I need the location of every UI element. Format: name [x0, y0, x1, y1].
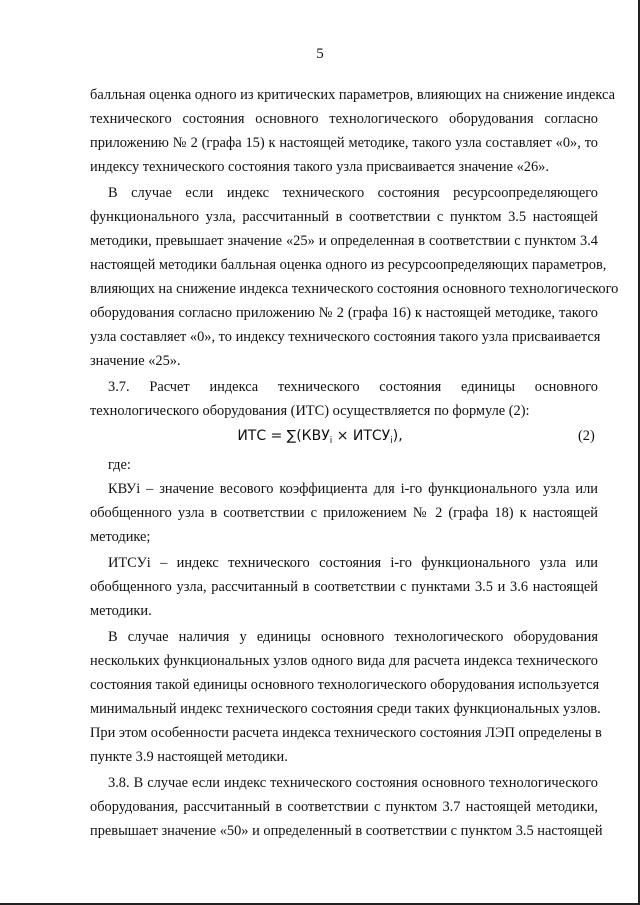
- text-line: минимальный индекс технического состояния среди таких функциональных узлов.: [90, 701, 601, 717]
- text-line: КВУi – значение весового коэффициента для i-го функционального узла или: [108, 481, 598, 497]
- text-line: настоящей методики балльная оценка одного из ресурсоопределяющих параметров,: [90, 257, 607, 273]
- text-line: значение «25».: [90, 353, 181, 369]
- text-line: состояния такой единицы основного технологического оборудования используется: [90, 677, 600, 693]
- text-line: В случае если индекс технического состояния ресурсоопределяющего: [108, 185, 598, 201]
- text-line: методики.: [90, 603, 152, 619]
- text-line: При этом особенности расчета индекса технического состояния ЛЭП определены в: [90, 725, 602, 741]
- text-line: превышает значение «50» и определенный в соответствии с пунктом 3.5 настоящей: [90, 823, 603, 839]
- text-line: оборудования, рассчитанный в соответствии с пунктом 3.7 настоящей методики,: [90, 799, 598, 815]
- text-line: методике;: [90, 529, 151, 545]
- text-line: технологического оборудования (ИТС) осуществляется по формуле (2):: [90, 403, 530, 419]
- text-line: узла составляет «0», то индексу технического состояния такого узла присваивается: [90, 329, 601, 345]
- formula-number: (2): [578, 428, 595, 444]
- text-line: ИТСУi – индекс технического состояния i-го функционального узла или: [108, 555, 598, 571]
- text-line: В случае наличия у единицы основного технологического оборудования: [108, 629, 598, 645]
- text-line: методики, превышает значение «25» и определенная в соответствии с пунктом 3.4: [90, 233, 598, 249]
- text-line: нескольких функциональных узлов одного вида для расчета индекса технического: [90, 653, 598, 669]
- text-line: приложению № 2 (графа 15) к настоящей методике, такого узла составляет «0», то: [90, 135, 598, 151]
- text-line: балльная оценка одного из критических параметров, влияющих на снижение индекса: [90, 87, 616, 103]
- text-line: технического состояния основного технологического оборудования согласно: [90, 111, 598, 127]
- text-line: 3.7. Расчет индекса технического состояния единицы основного: [108, 379, 598, 395]
- formula: ИТС = $\sum(КВУ_i$ × $ИТСУ_i$),: [237, 428, 403, 446]
- page-number: 5: [316, 46, 324, 62]
- text-line: влияющих на снижение индекса технического состояния основного технологического: [90, 281, 619, 297]
- text-line: функционального узла, рассчитанный в соответствии с пунктом 3.5 настоящей: [90, 209, 598, 225]
- text-line: индексу технического состояния такого узла присваивается значение «26».: [90, 159, 549, 175]
- text-line: обобщенного узла, рассчитанный в соответствии с пунктами 3.5 и 3.6 настоящей: [90, 579, 598, 595]
- text-line: 3.8. В случае если индекс технического состояния основного технологического: [108, 775, 598, 791]
- text-line: обобщенного узла в соответствии с приложением № 2 (графа 18) к настоящей: [90, 505, 598, 521]
- text-line: пункте 3.9 настоящей методики.: [90, 749, 288, 765]
- text-line: где:: [108, 457, 131, 473]
- text-line: оборудования согласно приложению № 2 (графа 16) к настоящей методике, такого: [90, 305, 598, 321]
